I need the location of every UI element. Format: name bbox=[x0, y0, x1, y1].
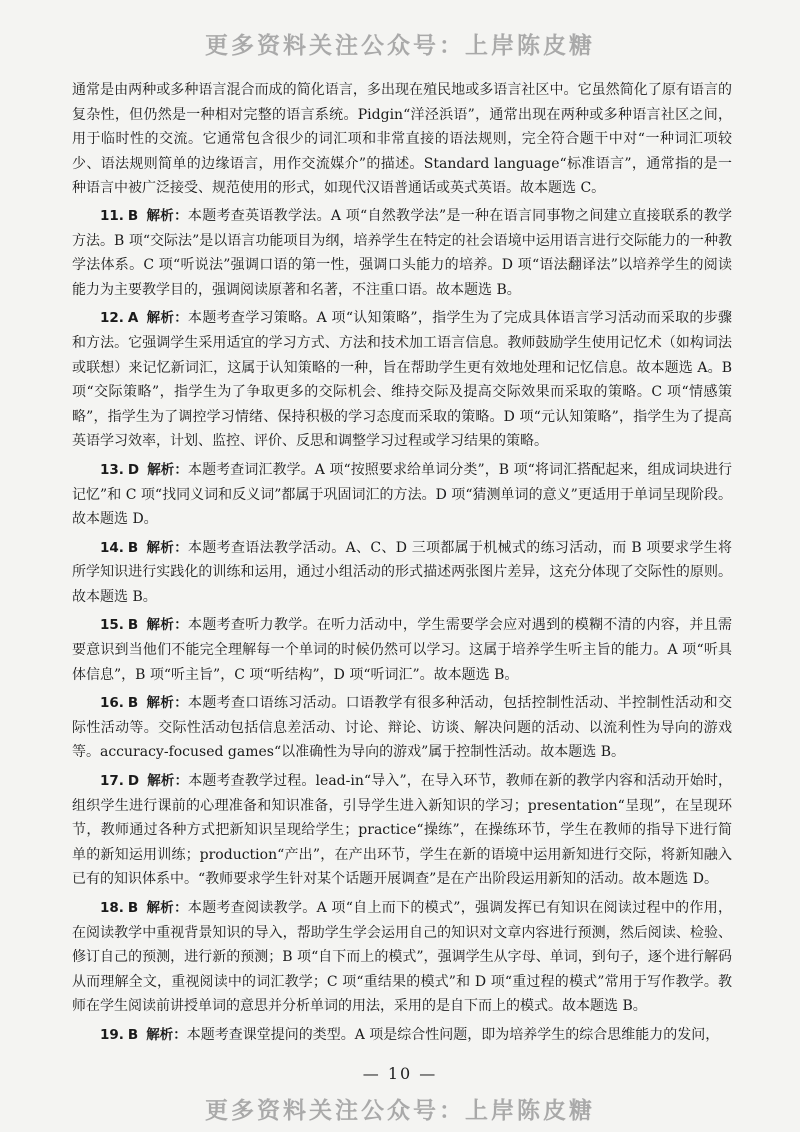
item-number: 18. bbox=[100, 900, 124, 916]
answer-item-14 bbox=[72, 536, 732, 610]
item-number: 17. bbox=[100, 773, 124, 790]
item-header bbox=[100, 617, 188, 633]
item-header bbox=[100, 310, 188, 326]
item-answer: B bbox=[127, 900, 139, 916]
item-answer: B bbox=[127, 1026, 139, 1043]
item-label: 解析： bbox=[146, 617, 189, 634]
item-number: 15. bbox=[100, 617, 124, 634]
item-answer: B bbox=[127, 207, 139, 224]
answer-item-18 bbox=[72, 896, 732, 1019]
page-number: — 10 — bbox=[362, 1064, 438, 1083]
item-label: 解析： bbox=[146, 310, 189, 327]
intro-paragraph: 通常是由两种或多种语言混合而成的简化语言，多出现在殖民地或多语言社区中。它虽然简化了原有语言的复杂性，但仍然是一种相对完整的语言系统。Pidgin“洋泾浜语”，通常出现在两种或多种语言社区之间，用于临时性的交流。它通常包含很少的词汇项和非常直接的语法规则，完全符合题干中对“一种词汇项较少、语法规则简单的边缘语言，用作交流媒介”的描述。Standard language“标准语言”，通常指的是一种语言中被广泛接受、规范使用的形式，如现代汉语普通话或英式英语。故本题选 C。 bbox=[72, 82, 732, 197]
item-answer: B bbox=[127, 695, 139, 712]
watermark-bottom: 更多资料关注公众号：上岸陈皮糖 bbox=[205, 1098, 595, 1124]
item-text: 本题考查阅读教学。A 项“自上而下的模式”，强调发挥已有知识在阅读过程中的作用，在阅读教学中重视背景知识的导入，帮助学生学会运用自己的知识对文章内容进行预测，然后阅读、检验、修订自己的预测，进行新的预测；B 项“自下而上的模式”，强调学生从字母、单词，到句子，逐个进行解码从而理解全文，重视阅读中的词汇教学；C 项“重结果的模式”和 D 项“重过程的模式”常用于写作教学。教师在学生阅读前讲授单词的意思并分析单词的用法，采用的是自下而上的模式。故本题选 B。 bbox=[72, 900, 733, 1015]
item-answer: B bbox=[127, 617, 139, 634]
item-header bbox=[100, 540, 188, 556]
item-text: 本题考查口语练习活动。口语教学有很多种活动，包括控制性活动、半控制性活动和交际性活动等。交际性活动包括信息差活动、讨论、辩论、访谈、解决问题的活动、以流利性为导向的游戏等。accuracy-focused games“以准确性为导向的游戏”属于控制性活动。故本题选 B。 bbox=[72, 695, 732, 761]
answer-item-16 bbox=[72, 691, 732, 765]
answer-item-19 bbox=[72, 1023, 732, 1048]
item-text: 本题考查学习策略。A 项“认知策略”，指学生为了完成具体语言学习活动而采取的步骤和方法。它强调学生采用适宜的学习方式、方法和技术加工语言信息。教师鼓励学生使用记忆术（如构词法或联想）来记忆新词汇，这属于认知策略的一种，旨在帮助学生更有效地处理和记忆信息。故本题选 A。B 项“交际策略”，指学生为了争取更多的交际机会、维持交际及提高交际效果而采取的策略。C 项“情感策略”，指学生为了调控学习情绪、保持积极的学习态度而采取的策略。D 项“元认知策略”，指学生为了提高英语学习效率，计划、监控、评价、反思和调整学习过程或学习结果的策略。 bbox=[72, 310, 733, 450]
item-answer: B bbox=[127, 539, 139, 556]
item-text: 本题考查词汇教学。A 项“按照要求给单词分类”，B 项“将词汇搭配起来，组成词块进行记忆”和 C 项“找同义词和反义词”都属于巩固词汇的方法。D 项“猜测单词的意义”更适用于单词呈现阶段。故本题选 D。 bbox=[72, 461, 732, 528]
answer-item-15 bbox=[72, 613, 732, 687]
item-answer: D bbox=[127, 461, 140, 478]
item-text: 本题考查课堂提问的类型。A 项是综合性问题，即为培养学生的综合思维能力的发问， bbox=[186, 1026, 720, 1043]
item-label: 解析： bbox=[147, 773, 189, 790]
watermark-top: 更多资料关注公众号：上岸陈皮糖 bbox=[205, 33, 595, 59]
answer-item-17 bbox=[72, 769, 732, 892]
item-header bbox=[100, 462, 188, 478]
item-number: 13. bbox=[100, 461, 124, 478]
item-label: 解析： bbox=[146, 695, 189, 712]
item-label: 解析： bbox=[146, 539, 189, 556]
item-answer: A bbox=[127, 310, 139, 327]
item-label: 解析： bbox=[146, 900, 188, 916]
answer-item-13 bbox=[72, 458, 732, 532]
item-header bbox=[100, 900, 188, 916]
item-text: 本题考查英语教学法。A 项“自然教学法”是一种在语言同事物之间建立直接联系的教学方法。B 项“交际法”是以语言功能项目为纲，培养学生在特定的社会语境中运用语言进行交际能力的一种教学法体系。C 项“听说法”强调口语的第一性，强调口头能力的培养。D 项“语法翻译法”以培养学生的阅读能力为主要教学目的，强调阅读原著和名著，不注重口语。故本题选 B。 bbox=[72, 207, 733, 298]
item-text: 本题考查语法教学活动。A、C、D 三项都属于机械式的练习活动，而 B 项要求学生将所学知识进行实践化的训练和运用，通过小组活动的形式描述两张图片差异，这充分体现了交际性的原则。故本题选 B。 bbox=[72, 539, 732, 605]
answer-content bbox=[72, 78, 732, 1052]
item-number: 14. bbox=[100, 539, 124, 556]
item-number: 19. bbox=[100, 1026, 124, 1043]
answer-item-12 bbox=[72, 306, 732, 454]
item-header bbox=[100, 1027, 187, 1043]
item-label: 解析： bbox=[146, 1026, 187, 1043]
item-number: 11. bbox=[100, 207, 124, 224]
item-label: 解析： bbox=[146, 207, 188, 224]
item-answer: D bbox=[127, 773, 140, 790]
item-number: 12. bbox=[100, 310, 124, 327]
item-header bbox=[100, 695, 188, 711]
item-label: 解析： bbox=[147, 461, 188, 478]
item-text: 本题考查听力教学。在听力活动中，学生需要学会应对遇到的模糊不清的内容，并且需要意识到当他们不能完全理解每一个单词的时候仍然可以学习。这属于培养学生听主旨的能力。A 项“听具体信息”，B 项“听主旨”，C 项“听结构”，D 项“听词汇”。故本题选 B。 bbox=[72, 617, 732, 683]
answer-item-11 bbox=[72, 204, 732, 302]
item-text: 本题考查教学过程。lead-in“导入”，在导入环节，教师在新的教学内容和活动开始时，组织学生进行课前的心理准备和知识准备，引导学生进入新知识的学习；presentation“呈现”，在呈现环节，教师通过各种方式把新知识呈现给学生；practice“操练”，在操练环节，学生在教师的指导下进行简单的新知运用训练；production“产出”，在产出环节，学生在新的语境中运用新知进行交际，将新知融入已有的知识体系中。“教师要求学生针对某个话题开展调查”是在产出阶段运用新知的活动。故本题选 D。 bbox=[72, 773, 733, 888]
item-number: 16. bbox=[100, 695, 124, 712]
item-header bbox=[100, 773, 188, 789]
item-header bbox=[100, 208, 188, 224]
